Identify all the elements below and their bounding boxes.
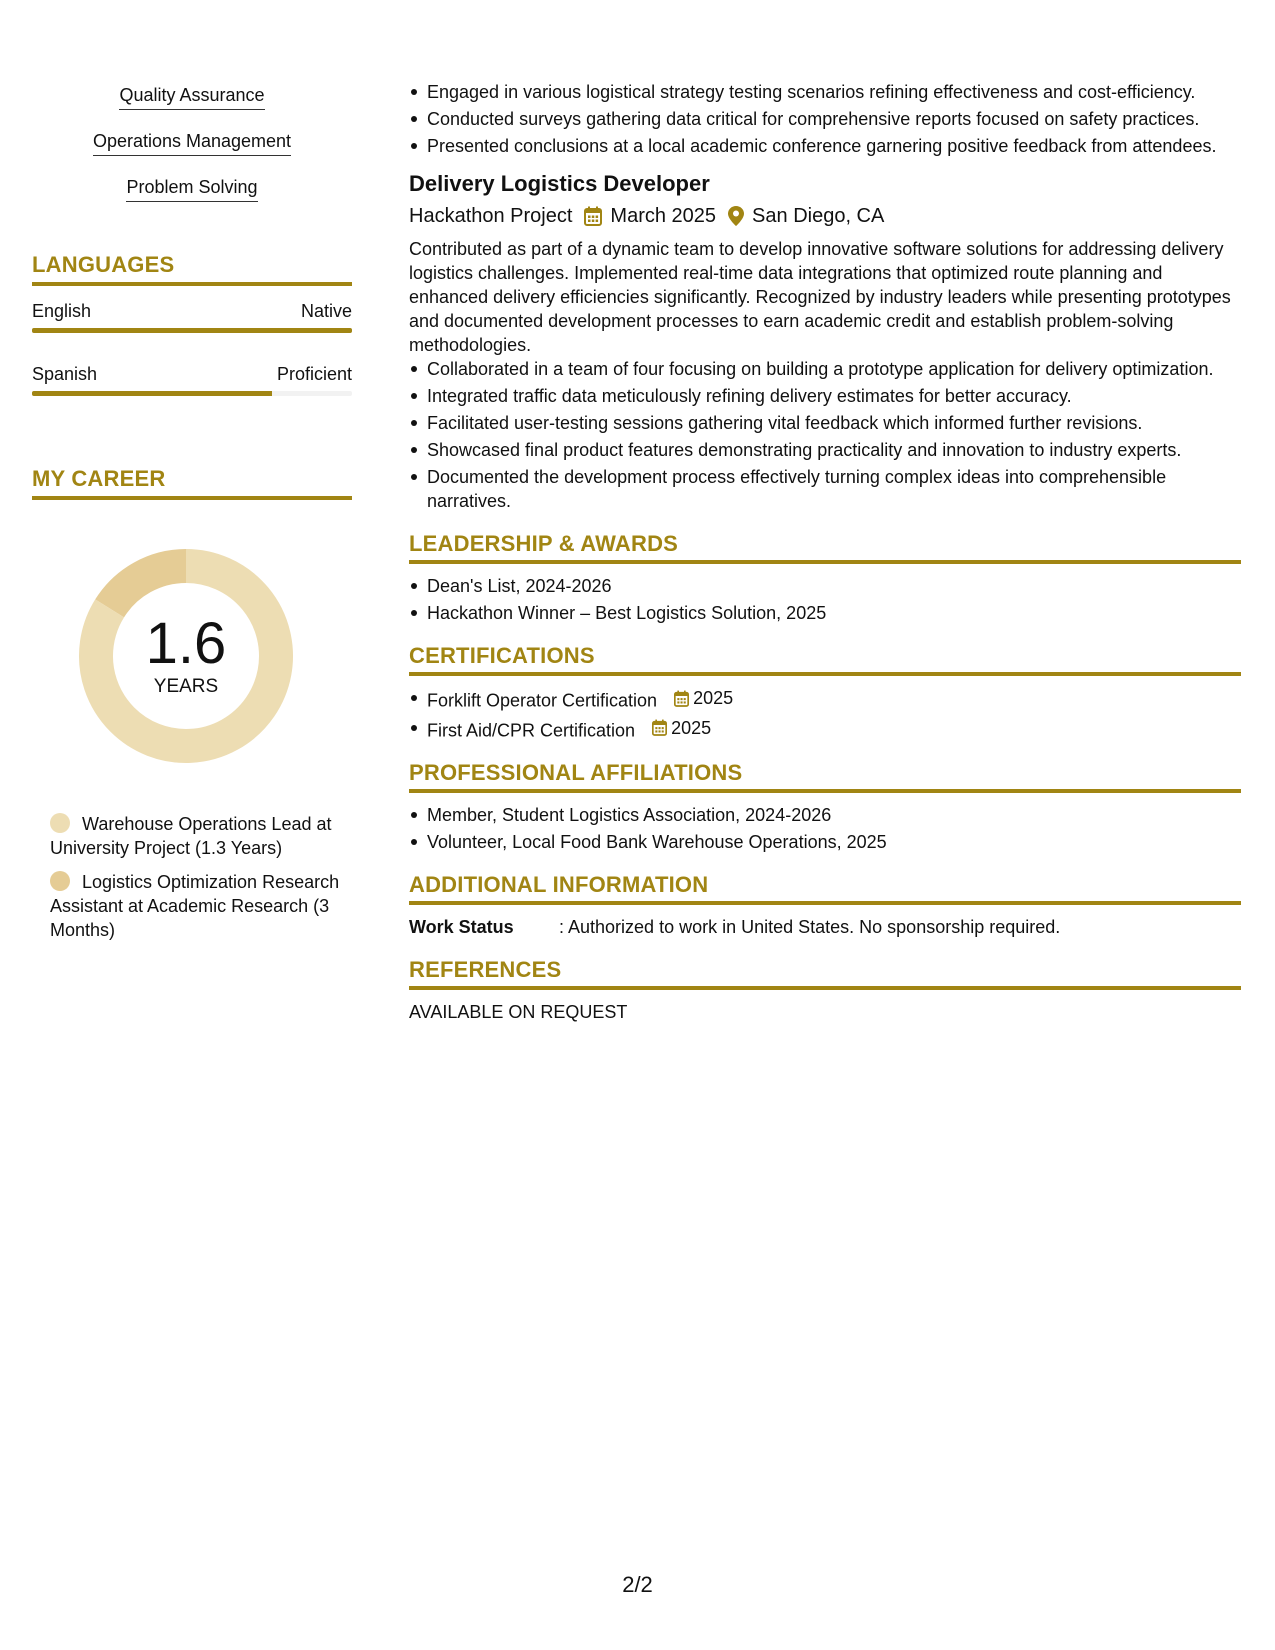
list-item: Showcased final product features demonstrating practicality and innovation to industry experts. xyxy=(427,438,1241,462)
right-column xyxy=(409,80,1241,1024)
career-section xyxy=(32,466,352,942)
skill-item: Quality Assurance xyxy=(119,84,264,110)
skill-item: Problem Solving xyxy=(126,176,257,202)
career-total-years: 1.6 xyxy=(145,611,227,676)
work-status-row xyxy=(409,915,1241,939)
certification-year: 2025 xyxy=(693,688,734,708)
language-level: Native xyxy=(300,301,352,321)
references-heading: REFERENCES xyxy=(409,957,1241,990)
additional-info-heading: ADDITIONAL INFORMATION xyxy=(409,872,1241,905)
job-company: Hackathon Project xyxy=(409,205,573,227)
list-item xyxy=(427,716,1241,743)
language-bar xyxy=(32,328,352,333)
left-column xyxy=(32,84,352,952)
language-bar xyxy=(32,391,352,396)
list-item: Conducted surveys gathering data critical for comprehensive reports focused on safety practices. xyxy=(427,107,1241,131)
calendar-icon xyxy=(584,206,602,226)
work-status-label: Work Status xyxy=(409,917,514,937)
legend-dot xyxy=(50,871,70,891)
languages-section xyxy=(32,252,352,396)
language-name: English xyxy=(32,301,92,321)
language-bar-fill xyxy=(32,328,352,333)
list-item: Collaborated in a team of four focusing on building a prototype application for delivery optimization. xyxy=(427,357,1241,381)
legend-label: Logistics Optimization Research Assistant at Academic Research (3 Months) xyxy=(50,872,340,940)
skill-item: Operations Management xyxy=(93,130,291,156)
job-bullets xyxy=(409,357,1241,513)
list-item: Presented conclusions at a local academic conference garnering positive feedback from attendees. xyxy=(427,134,1241,158)
legend-item xyxy=(50,870,340,942)
job-location: San Diego, CA xyxy=(752,205,885,227)
career-legend xyxy=(50,812,340,942)
list-item: Volunteer, Local Food Bank Warehouse Operations, 2025 xyxy=(427,830,1241,854)
leadership-heading: LEADERSHIP & AWARDS xyxy=(409,531,1241,564)
work-status-value: : Authorized to work in United States. No sponsorship required. xyxy=(559,917,1061,937)
leadership-list xyxy=(409,574,1241,625)
references-text: AVAILABLE ON REQUEST xyxy=(409,1002,628,1022)
language-name: Spanish xyxy=(32,364,98,384)
legend-dot xyxy=(50,813,70,833)
list-item: Member, Student Logistics Association, 2024-2026 xyxy=(427,803,1241,827)
career-heading: MY CAREER xyxy=(32,466,352,500)
affiliations-list xyxy=(409,803,1241,854)
job-title: Delivery Logistics Developer xyxy=(409,171,710,196)
language-row xyxy=(32,300,352,333)
languages-heading: LANGUAGES xyxy=(32,252,352,286)
list-item: Hackathon Winner – Best Logistics Solution, 2025 xyxy=(427,601,1241,625)
list-item: Dean's List, 2024-2026 xyxy=(427,574,1241,598)
certifications-heading: CERTIFICATIONS xyxy=(409,643,1241,676)
affiliations-heading: PROFESSIONAL AFFILIATIONS xyxy=(409,760,1241,793)
certification-name: First Aid/CPR Certification xyxy=(427,720,636,740)
language-bar-fill xyxy=(32,391,272,396)
map-pin-icon xyxy=(728,206,744,226)
page-number: 2/2 xyxy=(622,1572,653,1597)
job-description: Contributed as part of a dynamic team to develop innovative software solutions for addressing delivery logistics challenges. Implemented real-time data integrations that optimized route planning and enhanced delivery efficiencies significantly. Recognized by industry leaders while presenting prototypes and documented development processes to earn academic credit and establish problem-solving methodologies. xyxy=(409,239,1231,355)
certification-year: 2025 xyxy=(671,717,712,738)
list-item: Engaged in various logistical strategy testing scenarios refining effectiveness and cost-efficiency. xyxy=(427,80,1241,104)
legend-item xyxy=(50,812,340,860)
language-level: Proficient xyxy=(276,364,352,384)
previous-job-bullets xyxy=(409,80,1241,158)
career-donut-chart xyxy=(66,536,306,776)
certification-name: Forklift Operator Certification xyxy=(427,690,658,711)
skills-list xyxy=(32,84,352,222)
legend-label: Warehouse Operations Lead at University Project (1.3 Years) xyxy=(50,814,332,858)
job-date: March 2025 xyxy=(610,205,717,227)
list-item: Integrated traffic data meticulously refining delivery estimates for better accuracy. xyxy=(427,384,1241,408)
certifications-list xyxy=(409,686,1241,742)
job-meta xyxy=(409,203,1241,229)
list-item xyxy=(427,686,1241,713)
career-total-unit: YEARS xyxy=(153,676,219,697)
list-item: Facilitated user-testing sessions gathering vital feedback which informed further revisions. xyxy=(427,411,1241,435)
calendar-icon xyxy=(652,719,667,736)
list-item: Documented the development process effectively turning complex ideas into comprehensible narratives. xyxy=(427,465,1241,513)
language-row xyxy=(32,363,352,396)
calendar-icon xyxy=(674,690,689,707)
